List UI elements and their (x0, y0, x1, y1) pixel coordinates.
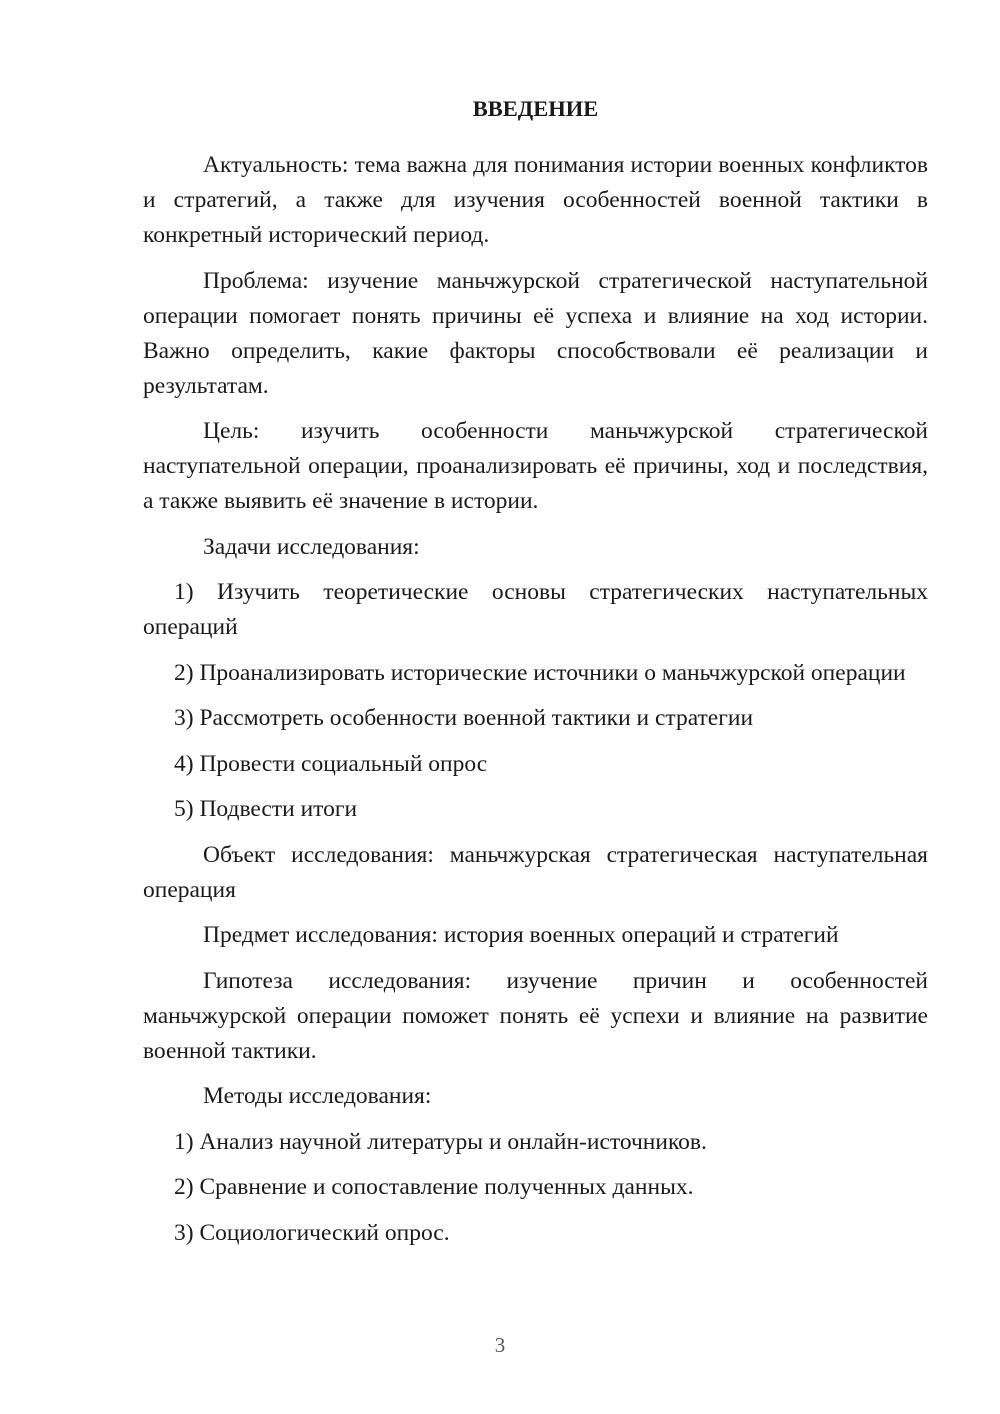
task-item-2: 2) Проанализировать исторические источники о маньчжурской операции (174, 659, 906, 686)
paragraph-methods-heading: Методы исследования: (203, 1083, 432, 1109)
paragraph-problem: Проблема: изучение маньчжурской стратегической наступательной операции помогает понять причины её успеха и влияние на ход истории. Важно определить, какие факторы способствовали её реализации и результатам. (143, 267, 928, 399)
paragraph-hypothesis: Гипотеза исследования: изучение причин и особенностей маньчжурской операции поможет понять её успехи и влияние на развитие военной тактики. (143, 967, 928, 1064)
method-item-2: 2) Сравнение и сопоставление полученных данных. (174, 1174, 694, 1200)
method-item-1: 1) Анализ научной литературы и онлайн-источников. (174, 1128, 707, 1155)
task-item-3: 3) Рассмотреть особенности военной тактики и стратегии (174, 705, 754, 731)
page-number: 3 (494, 1333, 506, 1357)
paragraph-object: Объект исследования: маньчжурская стратегическая наступательная операция (143, 841, 928, 903)
method-item-3: 3) Социологический опрос. (174, 1219, 450, 1246)
task-item-1: 1) Изучить теоретические основы стратегических наступательных операций (143, 579, 928, 640)
paragraph-tasks-heading: Задачи исследования: (203, 533, 420, 560)
paragraph-relevance: Актуальность: тема важна для понимания истории военных конфликтов и стратегий, а также для изучения особенностей военной тактики в конкретный исторический период. (143, 152, 928, 248)
paragraph-subject: Предмет исследования: история военных операций и стратегий (203, 922, 839, 948)
task-item-5: 5) Подвести итоги (174, 796, 358, 822)
paragraph-goal: Цель: изучить особенности маньчжурской стратегической наступательной операции, проанализировать её причины, ход и последствия, а также выявить её значение в истории. (143, 418, 928, 514)
document-body (143, 91, 928, 1261)
task-item-4: 4) Провести социальный опрос (174, 750, 488, 777)
section-title: ВВЕДЕНИЕ (472, 96, 599, 121)
